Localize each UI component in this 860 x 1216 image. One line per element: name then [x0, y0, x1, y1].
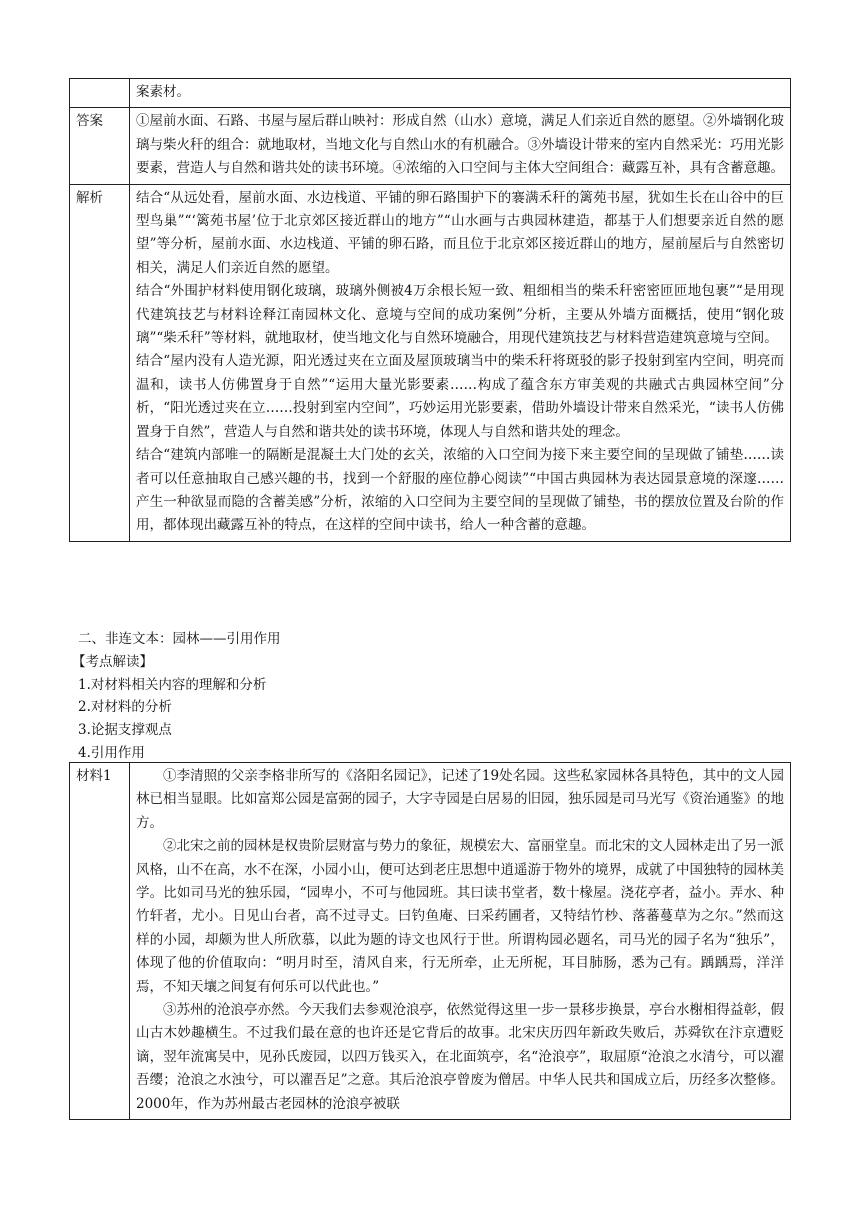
table-row-analysis — [70, 184, 791, 541]
analysis-paragraph: 结合“外围护材料使用钢化玻璃，玻璃外侧被4万余根长短一致、粗细相当的柴禾秆密密匝匝地包裹”“是用现代建筑技艺与材料诠释江南园林文化、意境与空间的成功案例”分析，主要从外墙方面概括，使用“钢化玻璃”“柴禾秆”等材料，就地取材，使当地文化与自然环境融合，用现代建筑技艺与材料营造建筑意境与空间。 — [136, 283, 784, 347]
answer-text: ①屋前水面、石路、书屋与屋后群山映衬：形成自然（山水）意境，满足人们亲近自然的愿望。②外墙钢化玻璃与柴火秆的组合：就地取材，当地文化与自然山水的有机融合。③外墙设计带来的室内自然采光：巧用光影要素，营造人与自然和谐共处的读书环境。④浓缩的入口空间与主体大空间组合：藏露互补，具有含蓄意趣。 — [130, 108, 791, 184]
analysis-label: 解析 — [70, 184, 130, 541]
material-label: 材料1 — [70, 763, 130, 1120]
analysis-paragraph: 结合“建筑内部唯一的隔断是混凝土大门处的玄关，浓缩的入口空间为接下来主要空间的呈现做了铺垫……读者可以任意抽取自己感兴趣的书，找到一个舒服的座位静心阅读”“中国古典园林为表达园景意境的深邃……产生一种欲显而隐的含蓄美感”分析，浓缩的入口空间为主要空间的呈现做了铺垫，书的摆放位置及台阶的作用，都体现出藏露互补的特点，在这样的空间中读书，给人一种含蓄的意趣。 — [136, 447, 784, 534]
material-table — [69, 762, 791, 1120]
material-paragraph: ②北宋之前的园林是权贵阶层财富与势力的象征，规模宏大、富丽堂皇。而北宋的文人园林走出了另一派风格，山不在高，水不在深，小园小山，便可达到老庄思想中逍遥游于物外的境界，成就了中国独特的园林美学。比如司马光的独乐园，“园卑小，不可与他园班。其曰读书堂者，数十椽屋。浇花亭者，益小。弄水、种竹轩者，尤小。日见山台者，高不过寻丈。曰钓鱼庵、曰采药圃者，又特结竹杪、落蕃蔓草为之尔。”然而这样的小园，却颇为世人所欣慕，以此为题的诗文也风行于世。所谓构园必题名，司马光的园子名为“独乐”，体现了他的价值取向：“明月时至，清风自来，行无所牵，止无所柅，耳目肺肠，悉为己有。踽踽焉，洋洋焉，不知天壤之间复有何乐可以代此也。” — [136, 838, 784, 995]
analysis-content — [130, 184, 791, 541]
point-item: 2.对材料的分析 — [78, 699, 172, 716]
point-item: 4.引用作用 — [78, 744, 145, 761]
point-item: 3.论据支撑观点 — [78, 722, 172, 739]
answer-label: 答案 — [70, 108, 130, 184]
material-paragraph: ①李清照的父亲李格非所写的《洛阳名园记》，记述了19处名园。这些私家园林各具特色，其中的文人园林已相当显眼。比如富郑公园是富弼的园子，大字寺园是白居易的旧园，独乐园是司马光写《资治通鉴》的地方。 — [136, 768, 784, 831]
material-content — [130, 763, 791, 1120]
row-continuation-text: 案素材。 — [130, 79, 791, 108]
section-two — [72, 628, 281, 765]
answer-analysis-table — [69, 78, 791, 542]
section-subheading: 【考点解读】 — [72, 653, 153, 670]
table-row-continuation — [70, 79, 791, 108]
analysis-paragraph: 结合“从远处看，屋前水面、水边栈道、平铺的卵石路围护下的褰满禾秆的篱苑书屋，犹如生长在山谷中的巨型鸟巢”“‘篱苑书屋’位于北京郊区接近群山的地方”“山水画与古典园林建造，都基于人们想要亲近自然的愿望”等分析，屋前水面、水边栈道、平铺的卵石路，而且位于北京郊区接近群山的地方，屋前屋后与自然密切相关，满足人们亲近自然的愿望。 — [136, 189, 784, 276]
material-paragraph: ③苏州的沧浪亭亦然。今天我们去参观沧浪亭，依然觉得这里一步一景移步换景，亭台水榭相得益彰，假山古木妙趣横生。不过我们最在意的也许还是它背后的故事。北宋庆历四年新政失败后，苏舜钦在汴京遭贬谪，翌年流寓吴中，见孙氏废园，以四万钱买入，在北面筑亭，名“沧浪亭”，取屈原“沧浪之水清兮，可以濯吾缨；沧浪之水浊兮，可以濯吾足”之意。其后沧浪亭曾废为僧居。中华人民共和国成立后，历经多次整修。2000年，作为苏州最古老园林的沧浪亭被联 — [136, 1002, 784, 1112]
analysis-paragraph: 结合“屋内没有人造光源，阳光透过夹在立面及屋顶玻璃当中的柴禾秆将斑驳的影子投射到室内空间，明亮而温和，读书人仿佛置身于自然”“运用大量光影要素……构成了蕴含东方审美观的共融式古典园林空间”分析，“阳光透过夹在立……投射到室内空间”，巧妙运用光影要素，借助外墙设计带来自然采光，“读书人仿佛置身于自然”，营造人与自然和谐共处的读书环境，体现人与自然和谐共处的理念。 — [136, 353, 784, 440]
table-row-answer — [70, 108, 791, 184]
section-heading: 二、非连文本：园林——引用作用 — [78, 631, 281, 647]
table-row-material-1 — [70, 763, 791, 1120]
point-item: 1.对材料相关内容的理解和分析 — [78, 676, 267, 693]
row-label-empty — [70, 79, 130, 108]
